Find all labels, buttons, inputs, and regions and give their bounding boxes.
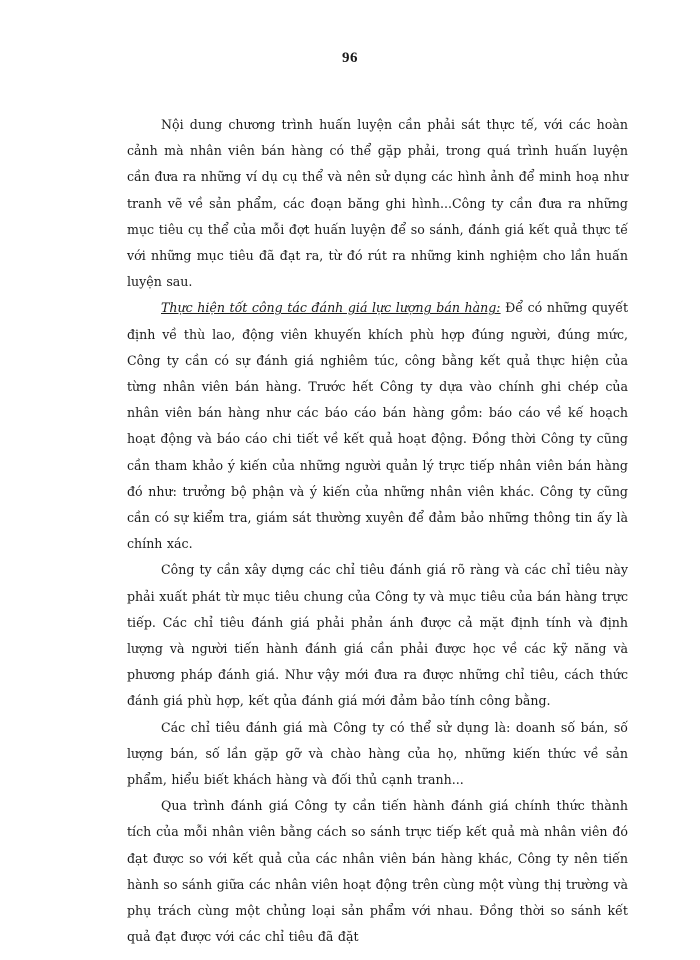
paragraph-sales-evaluation (127, 295, 628, 557)
paragraph-heading: Thực hiện tốt công tác đánh giá lực lượng bán hàng: (161, 300, 501, 316)
paragraph-text: Công ty cần xây dựng các chỉ tiêu đánh giá rõ ràng và các chỉ tiêu này phải xuất phát từ mục tiêu chung của Công ty và mục tiêu của bán hàng trực tiếp. Các chỉ tiêu đánh giá phải phản ánh được cả mặt định tính và định lượng và người tiến hành đánh giá cần phải được học về các kỹ năng và phương pháp đánh giá. Như vậy mới đưa ra được những chỉ tiêu, cách thức đánh giá phù hợp, kết qủa đánh giá mới đảm bảo tính công bằng. (127, 562, 628, 709)
paragraph-text: Nội dung chương trình huấn luyện cần phải sát thực tế, với các hoàn cảnh mà nhân viên bán hàng có thể gặp phải, trong quá trình huấn luyện cần đưa ra những ví dụ cụ thể và nên sử dụng các hình ảnh để minh hoạ như tranh vẽ về sản phẩm, các đoạn băng ghi hình...Công ty cần đưa ra những mục tiêu cụ thể của mỗi đợt huấn luyện để so sánh, đánh giá kết quả thực tế với những mục tiêu đã đạt ra, từ đó rút ra những kinh nghiệm cho lần huấn luyện sau. (127, 117, 628, 290)
document-body (127, 112, 628, 951)
paragraph-training-content (127, 112, 628, 295)
paragraph-evaluation-process (127, 793, 628, 950)
paragraph-criteria-list (127, 715, 628, 794)
paragraph-text: Để có những quyết định về thù lao, động viên khuyến khích phù hợp đúng người, đúng mức, Công ty cần có sự đánh giá nghiêm túc, công bằng kết quả thực hiện của từng nhân viên bán hàng. Trước hết Công ty dựa vào chính ghi chép của nhân viên bán hàng như các báo cáo bán hàng gồm: báo cáo về kế hoạch hoạt động và báo cáo chi tiết về kết quả hoạt động. Đồng thời Công ty cũng cần tham khảo ý kiến của những người quản lý trực tiếp nhân viên bán hàng đó như: trưởng bộ phận và ý kiến của những nhân viên khác. Công ty cũng cần có sự kiểm tra, giám sát thường xuyên để đảm bảo những thông tin ấy là chính xác. (127, 300, 629, 552)
page-number: 96 (342, 50, 358, 66)
paragraph-text: Các chỉ tiêu đánh giá mà Công ty có thể sử dụng là: doanh số bán, số lượng bán, số lần gặp gỡ và chào hàng của họ, những kiến thức về sản phẩm, hiểu biết khách hàng và đối thủ cạnh tranh... (127, 719, 628, 788)
paragraph-evaluation-criteria (127, 557, 628, 714)
paragraph-text: Qua trình đánh giá Công ty cần tiến hành đánh giá chính thức thành tích của mỗi nhân viên bằng cách so sánh trực tiếp kết quả mà nhân viên đó đạt được so với kết quả của các nhân viên bán hàng khác, Công ty nên tiến hành so sánh giữa các nhân viên hoạt động trên cùng một vùng thị trường và phụ trách cùng một chủng loại sản phẩm với nhau. Đồng thời so sánh kết quả đạt được với các chỉ tiêu đã đặt (127, 798, 628, 945)
